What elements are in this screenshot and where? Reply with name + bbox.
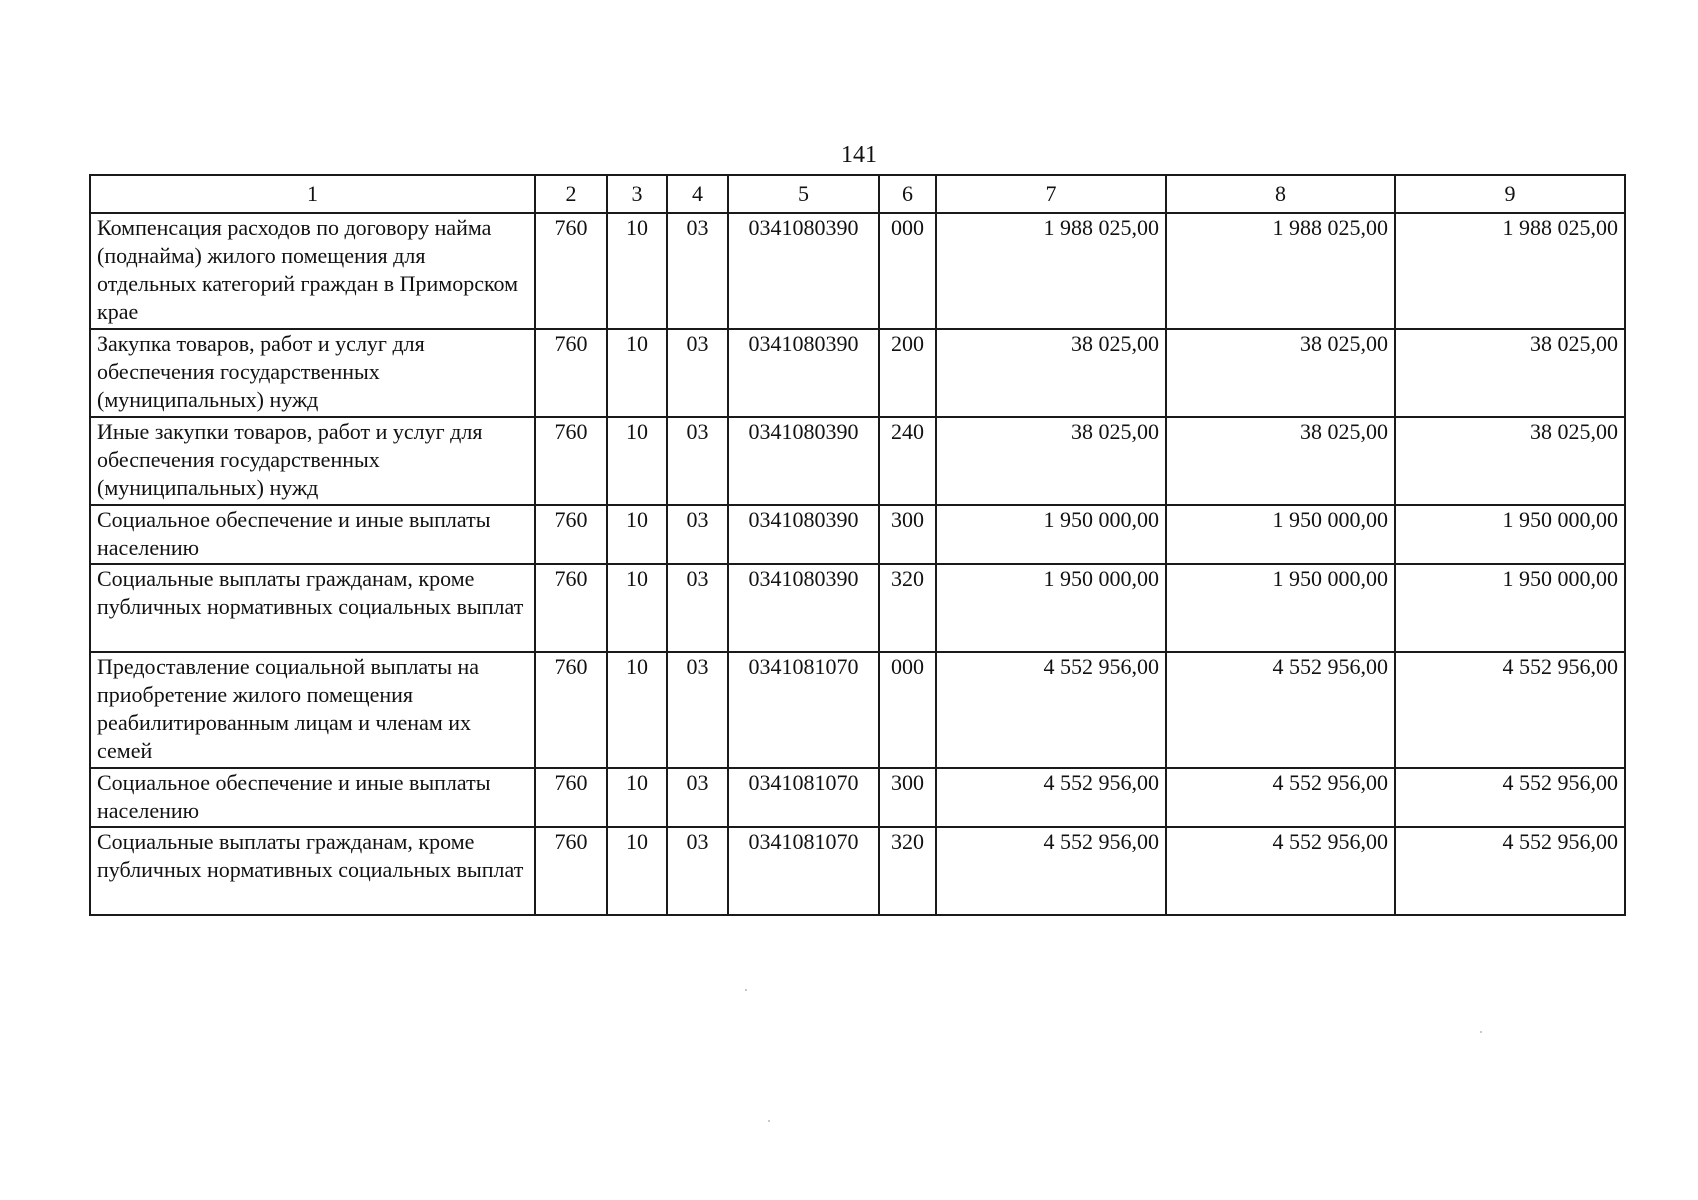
scan-speck bbox=[1480, 1031, 1482, 1033]
cell-col3: 10 bbox=[607, 564, 667, 652]
row-name: Закупка товаров, работ и услуг для обеспечения государственных (муниципальных) нужд bbox=[90, 329, 535, 417]
cell-col2: 760 bbox=[535, 417, 607, 505]
cell-col3: 10 bbox=[607, 417, 667, 505]
cell-col7: 4 552 956,00 bbox=[936, 768, 1166, 827]
cell-col2: 760 bbox=[535, 564, 607, 652]
cell-col6: 240 bbox=[879, 417, 936, 505]
cell-col4: 03 bbox=[667, 768, 728, 827]
cell-col9: 1 988 025,00 bbox=[1395, 213, 1625, 329]
cell-col9: 1 950 000,00 bbox=[1395, 564, 1625, 652]
cell-col4: 03 bbox=[667, 417, 728, 505]
cell-col8: 4 552 956,00 bbox=[1166, 768, 1395, 827]
cell-col8: 38 025,00 bbox=[1166, 329, 1395, 417]
cell-col2: 760 bbox=[535, 652, 607, 768]
cell-col8: 1 950 000,00 bbox=[1166, 505, 1395, 564]
cell-col2: 760 bbox=[535, 768, 607, 827]
column-header: 9 bbox=[1395, 175, 1625, 213]
cell-col7: 38 025,00 bbox=[936, 329, 1166, 417]
cell-col3: 10 bbox=[607, 827, 667, 915]
column-header: 2 bbox=[535, 175, 607, 213]
cell-col6: 300 bbox=[879, 768, 936, 827]
table-header-row bbox=[90, 175, 1625, 213]
cell-col4: 03 bbox=[667, 652, 728, 768]
cell-col5: 0341080390 bbox=[728, 505, 879, 564]
table-row bbox=[90, 505, 1625, 564]
cell-col2: 760 bbox=[535, 213, 607, 329]
table-row bbox=[90, 417, 1625, 505]
cell-col4: 03 bbox=[667, 213, 728, 329]
cell-col8: 1 988 025,00 bbox=[1166, 213, 1395, 329]
column-header: 4 bbox=[667, 175, 728, 213]
table-row bbox=[90, 768, 1625, 827]
cell-col5: 0341080390 bbox=[728, 329, 879, 417]
cell-col6: 200 bbox=[879, 329, 936, 417]
row-name: Предоставление социальной выплаты на приобретение жилого помещения реабилитированным лицам и членам их семей bbox=[90, 652, 535, 768]
row-name: Социальное обеспечение и иные выплаты населению bbox=[90, 768, 535, 827]
scan-speck bbox=[768, 1120, 770, 1122]
cell-col8: 4 552 956,00 bbox=[1166, 652, 1395, 768]
cell-col6: 000 bbox=[879, 213, 936, 329]
cell-col6: 320 bbox=[879, 564, 936, 652]
row-name: Иные закупки товаров, работ и услуг для обеспечения государственных (муниципальных) нужд bbox=[90, 417, 535, 505]
cell-col4: 03 bbox=[667, 329, 728, 417]
column-header: 3 bbox=[607, 175, 667, 213]
page-number: 141 bbox=[841, 142, 877, 168]
cell-col3: 10 bbox=[607, 652, 667, 768]
cell-col9: 1 950 000,00 bbox=[1395, 505, 1625, 564]
cell-col3: 10 bbox=[607, 213, 667, 329]
cell-col2: 760 bbox=[535, 827, 607, 915]
cell-col3: 10 bbox=[607, 329, 667, 417]
table-row bbox=[90, 213, 1625, 329]
cell-col5: 0341080390 bbox=[728, 417, 879, 505]
cell-col7: 1 950 000,00 bbox=[936, 564, 1166, 652]
row-name: Социальное обеспечение и иные выплаты населению bbox=[90, 505, 535, 564]
table-row bbox=[90, 652, 1625, 768]
cell-col2: 760 bbox=[535, 505, 607, 564]
row-name: Социальные выплаты гражданам, кроме публичных нормативных социальных выплат bbox=[90, 564, 535, 652]
cell-col9: 38 025,00 bbox=[1395, 417, 1625, 505]
cell-col6: 000 bbox=[879, 652, 936, 768]
cell-col8: 4 552 956,00 bbox=[1166, 827, 1395, 915]
cell-col5: 0341081070 bbox=[728, 827, 879, 915]
budget-table bbox=[89, 174, 1626, 916]
cell-col4: 03 bbox=[667, 505, 728, 564]
row-name: Социальные выплаты гражданам, кроме публичных нормативных социальных выплат bbox=[90, 827, 535, 915]
cell-col8: 1 950 000,00 bbox=[1166, 564, 1395, 652]
cell-col3: 10 bbox=[607, 505, 667, 564]
column-header: 6 bbox=[879, 175, 936, 213]
cell-col3: 10 bbox=[607, 768, 667, 827]
column-header: 1 bbox=[90, 175, 535, 213]
cell-col5: 0341080390 bbox=[728, 564, 879, 652]
cell-col5: 0341081070 bbox=[728, 768, 879, 827]
scan-speck bbox=[745, 989, 747, 991]
column-header: 8 bbox=[1166, 175, 1395, 213]
cell-col2: 760 bbox=[535, 329, 607, 417]
cell-col7: 1 950 000,00 bbox=[936, 505, 1166, 564]
cell-col7: 4 552 956,00 bbox=[936, 827, 1166, 915]
cell-col9: 4 552 956,00 bbox=[1395, 827, 1625, 915]
column-header: 5 bbox=[728, 175, 879, 213]
cell-col7: 4 552 956,00 bbox=[936, 652, 1166, 768]
cell-col7: 1 988 025,00 bbox=[936, 213, 1166, 329]
table-row bbox=[90, 329, 1625, 417]
cell-col9: 38 025,00 bbox=[1395, 329, 1625, 417]
table-row bbox=[90, 564, 1625, 652]
cell-col9: 4 552 956,00 bbox=[1395, 768, 1625, 827]
cell-col6: 300 bbox=[879, 505, 936, 564]
cell-col6: 320 bbox=[879, 827, 936, 915]
cell-col7: 38 025,00 bbox=[936, 417, 1166, 505]
column-header: 7 bbox=[936, 175, 1166, 213]
table-row bbox=[90, 827, 1625, 915]
cell-col9: 4 552 956,00 bbox=[1395, 652, 1625, 768]
cell-col5: 0341080390 bbox=[728, 213, 879, 329]
cell-col4: 03 bbox=[667, 827, 728, 915]
cell-col5: 0341081070 bbox=[728, 652, 879, 768]
cell-col4: 03 bbox=[667, 564, 728, 652]
cell-col8: 38 025,00 bbox=[1166, 417, 1395, 505]
row-name: Компенсация расходов по договору найма (поднайма) жилого помещения для отдельных категорий граждан в Приморском крае bbox=[90, 213, 535, 329]
